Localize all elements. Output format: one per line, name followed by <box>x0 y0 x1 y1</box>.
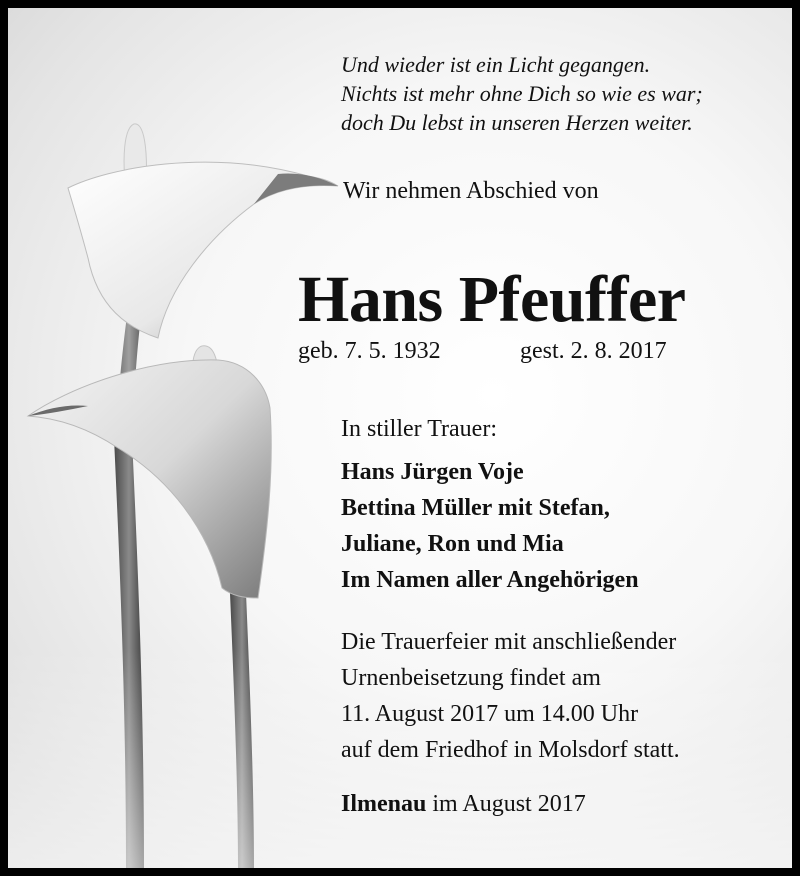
mourning-label: In stiller Trauer: <box>341 416 497 442</box>
ceremony-line: auf dem Friedhof in Molsdorf statt. <box>341 737 680 763</box>
ceremony-info <box>341 624 680 768</box>
verse-line-2: Nichts ist mehr ohne Dich so wie es war; <box>341 81 703 106</box>
mourner-line: Im Namen aller Angehörigen <box>341 567 639 593</box>
ceremony-line: 11. August 2017 um 14.00 Uhr <box>341 701 639 727</box>
place-and-date <box>341 791 586 818</box>
death-date: gest. 2. 8. 2017 <box>520 338 667 364</box>
verse <box>341 50 703 137</box>
verse-line-1: Und wieder ist ein Licht gegangen. <box>341 52 651 77</box>
ceremony-line: Die Trauerfeier mit anschließender <box>341 629 677 655</box>
mourner-line: Hans Jürgen Voje <box>341 459 524 485</box>
deceased-name: Hans Pfeuffer <box>298 263 686 336</box>
birth-date: geb. 7. 5. 1932 <box>298 338 441 364</box>
obituary-card <box>8 8 792 868</box>
place-date: im August 2017 <box>432 791 586 817</box>
mourners-list <box>341 454 639 598</box>
place-name: Ilmenau <box>341 791 427 817</box>
mourner-line: Bettina Müller mit Stefan, <box>341 495 610 521</box>
mourner-line: Juliane, Ron und Mia <box>341 531 564 557</box>
lily-lower <box>28 360 271 598</box>
ceremony-line: Urnenbeisetzung findet am <box>341 665 601 691</box>
farewell-intro: Wir nehmen Abschied von <box>343 178 599 204</box>
verse-line-3: doch Du lebst in unseren Herzen weiter. <box>341 110 693 135</box>
